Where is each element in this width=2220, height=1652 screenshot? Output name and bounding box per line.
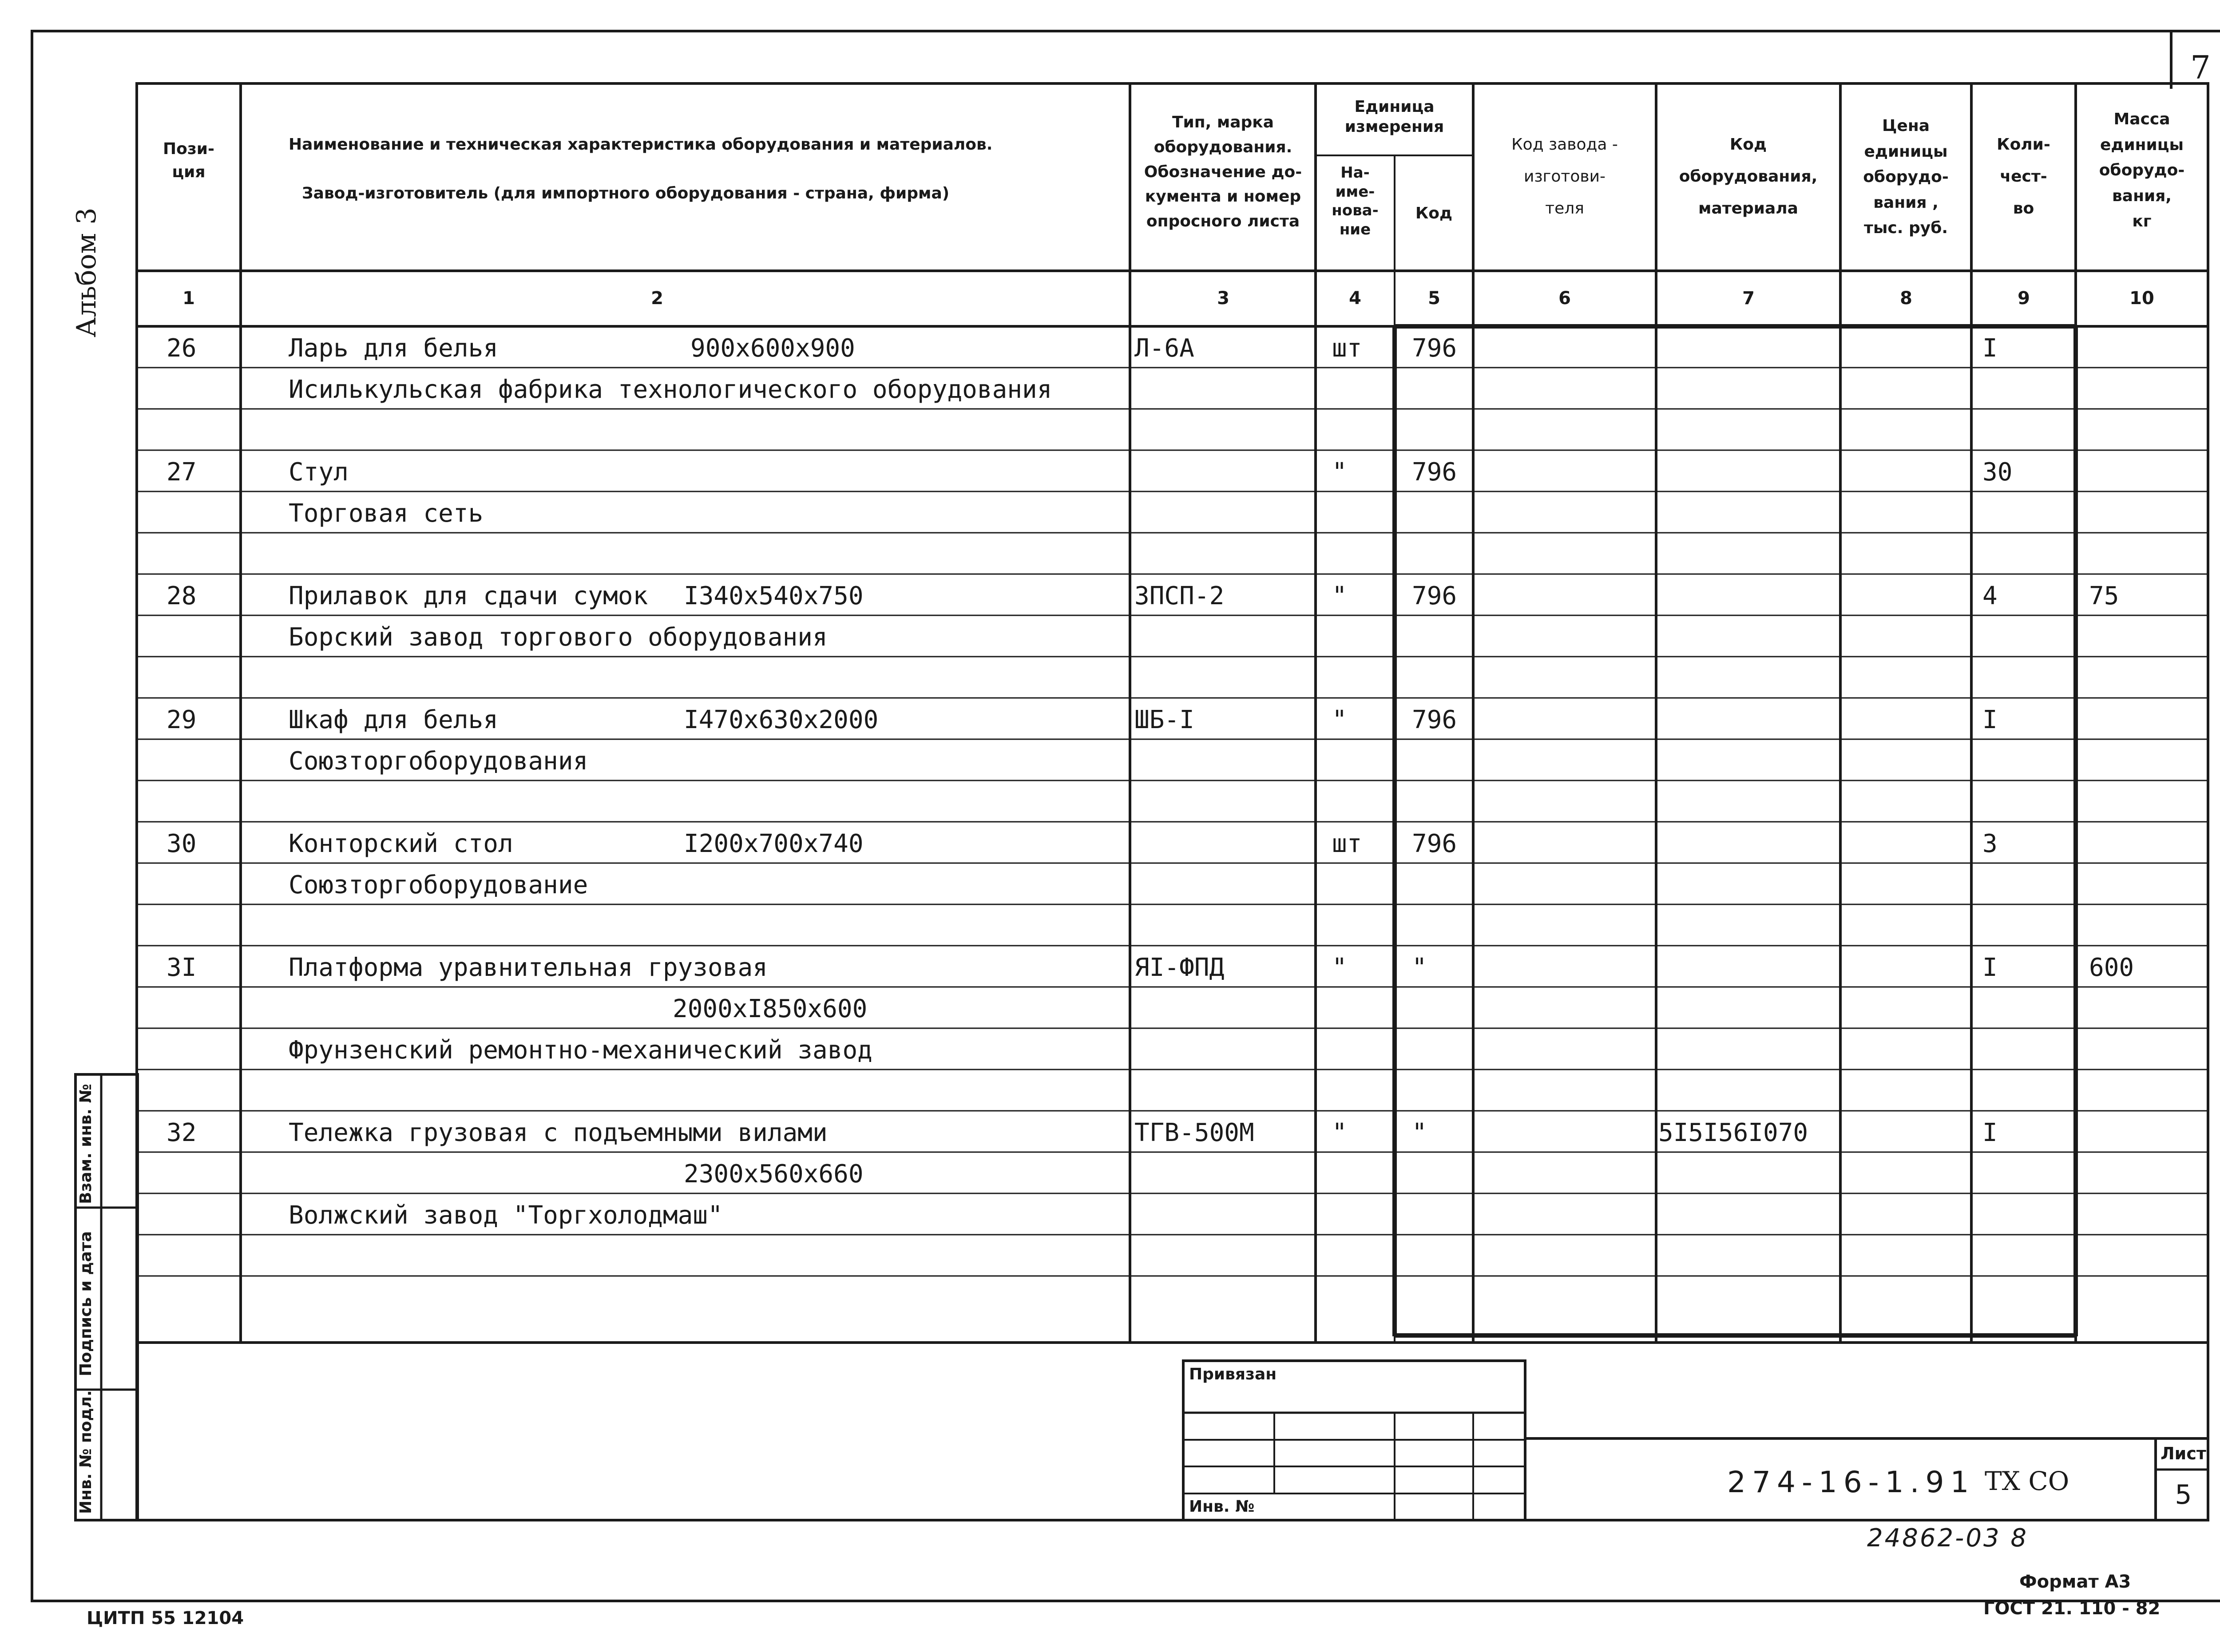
- unit-code-cell: 796: [1412, 582, 1457, 610]
- type-cell: Л-6А: [1134, 334, 1194, 363]
- quantity-cell: I: [1982, 334, 1998, 363]
- item-name-cell: Конторский стол: [289, 829, 513, 858]
- inv-no-label: Инв. №: [1189, 1497, 1255, 1516]
- item-dimensions-cell: 900х600х900: [690, 334, 855, 363]
- archive-code: 24862-03 8: [1867, 1524, 2029, 1553]
- column-number-2: 2: [651, 288, 663, 309]
- unit-code-cell: 796: [1412, 705, 1457, 734]
- unit-code-cell: ": [1412, 1118, 1427, 1147]
- quantity-cell: I: [1982, 1118, 1998, 1147]
- item-name-cell: Платформа уравнительная грузовая: [289, 953, 768, 982]
- column-number-3: 3: [1217, 288, 1229, 309]
- quantity-cell: 4: [1982, 582, 1998, 610]
- header-price: Цена единицы оборудо- вания , тыс. руб.: [1863, 117, 1949, 238]
- quantity-cell: 30: [1982, 458, 2013, 487]
- position-cell: 29: [166, 705, 197, 734]
- list-number: 5: [2175, 1479, 2192, 1510]
- unit-code-cell: 796: [1412, 458, 1457, 487]
- stamp-podpis-label: Подпись и дата: [77, 1231, 95, 1376]
- position-cell: 30: [166, 829, 197, 858]
- quantity-cell: 3: [1982, 829, 1998, 858]
- type-cell: ЯI-ФПД: [1134, 953, 1225, 982]
- item-name-cell: Ларь для белья: [289, 334, 499, 363]
- column-number-7: 7: [1742, 288, 1755, 309]
- unit-code-cell: 796: [1412, 829, 1457, 858]
- tsitp-label: ЦИТП 55 12104: [87, 1608, 244, 1628]
- album-label: Альбом 3: [71, 207, 102, 337]
- item-name-cell: Шкаф для белья: [289, 705, 499, 734]
- item-dimensions-cell: 2000хI850х600: [673, 994, 868, 1023]
- item-dimensions-cell: 2300х560х660: [684, 1160, 864, 1188]
- item-name-cell: Стул: [289, 458, 349, 487]
- header-maker-code: Код завода - изготови- теля: [1511, 135, 1618, 218]
- position-cell: 32: [166, 1118, 197, 1147]
- column-number-1: 1: [182, 288, 195, 309]
- header-equip-code: Код оборудования, материала: [1679, 135, 1818, 218]
- unit-code-cell: 796: [1412, 334, 1457, 363]
- quantity-cell: I: [1982, 705, 1998, 734]
- mass-cell: 75: [2089, 582, 2119, 610]
- position-cell: 26: [166, 334, 197, 363]
- privyazan-label: Привязан: [1189, 1365, 1277, 1383]
- page-number: 7: [2190, 49, 2211, 86]
- unit-name-cell: ": [1332, 705, 1347, 734]
- unit-name-cell: шт: [1332, 334, 1362, 363]
- maker-cell: Фрунзенский ремонтно-механический завод: [289, 1036, 872, 1065]
- list-label: Лист: [2161, 1444, 2206, 1463]
- type-cell: ТГВ-500М: [1134, 1118, 1254, 1147]
- header-name-line1: Наименование и техническая характеристика оборудования и материалов.: [289, 135, 993, 154]
- position-cell: 3I: [166, 953, 197, 982]
- maker-cell: Союзторгоборудования: [289, 747, 588, 776]
- unit-name-cell: ": [1332, 1118, 1347, 1147]
- maker-cell: Исилькульская фабрика технологического оборудования: [289, 375, 1052, 404]
- equipment-code-cell: 5I5I56I070: [1658, 1118, 1808, 1147]
- maker-cell: Волжский завод "Торгхолодмаш": [289, 1201, 723, 1230]
- item-name-cell: Тележка грузовая с подъемными вилами: [289, 1118, 828, 1147]
- type-cell: ШБ-I: [1134, 705, 1194, 734]
- position-cell: 28: [166, 582, 197, 610]
- column-number-8: 8: [1900, 288, 1912, 309]
- quantity-cell: I: [1982, 953, 1998, 982]
- column-number-10: 10: [2129, 288, 2154, 309]
- column-number-9: 9: [2018, 288, 2030, 309]
- item-dimensions-cell: I470х630х2000: [684, 705, 879, 734]
- column-number-4: 4: [1349, 288, 1361, 309]
- header-mass: Масса единицы оборудо- вания, кг: [2099, 110, 2185, 231]
- header-quantity: Коли- чест- во: [1997, 135, 2050, 218]
- document-code: 274-16-1.91: [1727, 1465, 1975, 1499]
- maker-cell: Борский завод торгового оборудования: [289, 623, 828, 652]
- header-unit-group: Единица измерения: [1344, 98, 1444, 136]
- header-name-line2: Завод-изготовитель (для импортного оборудования - страна, фирма): [302, 184, 950, 202]
- item-dimensions-cell: I340х540х750: [684, 582, 864, 610]
- column-number-5: 5: [1428, 288, 1440, 309]
- document-suffix: ТХ СО: [1985, 1466, 2069, 1496]
- column-number-6: 6: [1558, 288, 1571, 309]
- header-unit-name: На- име- нова- ние: [1332, 164, 1379, 238]
- gost-label: ГОСТ 21. 110 - 82: [1983, 1598, 2161, 1619]
- item-dimensions-cell: I200х700х740: [684, 829, 864, 858]
- type-cell: ЗПСП-2: [1134, 582, 1225, 610]
- unit-name-cell: ": [1332, 953, 1347, 982]
- unit-name-cell: ": [1332, 582, 1347, 610]
- unit-code-cell: ": [1412, 953, 1427, 982]
- item-name-cell: Прилавок для сдачи сумок: [289, 582, 648, 610]
- header-unit-code: Код: [1415, 204, 1453, 222]
- stamp-vzam-label: Взам. инв. №: [77, 1084, 95, 1204]
- mass-cell: 600: [2089, 953, 2134, 982]
- header-position: Пози- ция: [163, 140, 214, 182]
- position-cell: 27: [166, 458, 197, 487]
- format-label: Формат А3: [2019, 1572, 2131, 1592]
- unit-name-cell: шт: [1332, 829, 1362, 858]
- maker-cell: Торговая сеть: [289, 499, 484, 528]
- maker-cell: Союзторгоборудование: [289, 871, 588, 899]
- header-type: Тип, марка оборудования. Обозначение до- кумента и номер опросного листа: [1144, 113, 1302, 231]
- stamp-inv-podl-label: Инв. № подл.: [77, 1390, 95, 1514]
- unit-name-cell: ": [1332, 458, 1347, 487]
